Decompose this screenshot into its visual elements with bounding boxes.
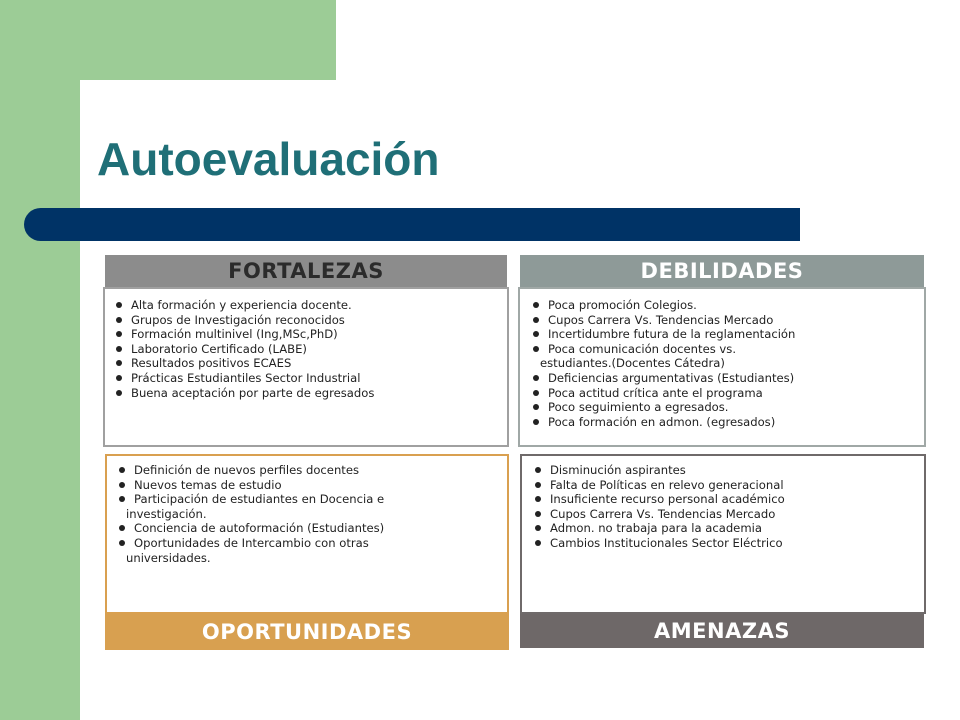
oportunidades-header: OPORTUNIDADES bbox=[105, 614, 509, 650]
list-item: Cambios Institucionales Sector Eléctrico bbox=[532, 536, 785, 551]
list-item: Poca formación en admon. (egresados) bbox=[530, 415, 795, 430]
oportunidades-list bbox=[116, 463, 384, 565]
list-item: Insuficiente recurso personal académico bbox=[532, 492, 785, 507]
title-underline-band bbox=[24, 208, 800, 241]
fortalezas-list bbox=[113, 298, 374, 400]
list-item: Poca comunicación docentes vs. bbox=[530, 342, 795, 357]
list-item: Conciencia de autoformación (Estudiantes) bbox=[116, 521, 384, 536]
list-item: Disminución aspirantes bbox=[532, 463, 785, 478]
debilidades-list bbox=[530, 298, 795, 429]
list-item: Deficiencias argumentativas (Estudiantes) bbox=[530, 371, 795, 386]
list-item: Alta formación y experiencia docente. bbox=[113, 298, 374, 313]
list-item-continuation: investigación. bbox=[126, 506, 207, 521]
list-item: Poca promoción Colegios. bbox=[530, 298, 795, 313]
list-item-continuation: estudiantes.(Docentes Cátedra) bbox=[540, 356, 725, 371]
list-item: Formación multinivel (Ing,MSc,PhD) bbox=[113, 327, 374, 342]
list-item: Oportunidades de Intercambio con otras bbox=[116, 536, 384, 551]
amenazas-header: AMENAZAS bbox=[520, 614, 924, 648]
list-item: Prácticas Estudiantiles Sector Industrial bbox=[113, 371, 374, 386]
list-item: Falta de Políticas en relevo generacional bbox=[532, 478, 785, 493]
decorative-green-top-block bbox=[80, 0, 336, 80]
fortalezas-header: FORTALEZAS bbox=[105, 255, 507, 287]
debilidades-header: DEBILIDADES bbox=[520, 255, 924, 287]
list-item-continuation: universidades. bbox=[126, 550, 211, 565]
list-item: Buena aceptación por parte de egresados bbox=[113, 386, 374, 401]
list-item: Cupos Carrera Vs. Tendencias Mercado bbox=[530, 313, 795, 328]
list-item: Poco seguimiento a egresados. bbox=[530, 400, 795, 415]
list-item: Grupos de Investigación reconocidos bbox=[113, 313, 374, 328]
slide-title: Autoevaluación bbox=[97, 133, 440, 185]
list-item: Participación de estudiantes en Docencia e bbox=[116, 492, 384, 507]
list-item: Poca actitud crítica ante el programa bbox=[530, 386, 795, 401]
decorative-green-sidebar bbox=[0, 0, 80, 720]
list-item: Nuevos temas de estudio bbox=[116, 478, 384, 493]
amenazas-list bbox=[532, 463, 785, 551]
list-item: Incertidumbre futura de la reglamentación bbox=[530, 327, 795, 342]
list-item: Definición de nuevos perfiles docentes bbox=[116, 463, 384, 478]
list-item: Admon. no trabaja para la academia bbox=[532, 521, 785, 536]
list-item: Resultados positivos ECAES bbox=[113, 356, 374, 371]
list-item: Cupos Carrera Vs. Tendencias Mercado bbox=[532, 507, 785, 522]
list-item: Laboratorio Certificado (LABE) bbox=[113, 342, 374, 357]
